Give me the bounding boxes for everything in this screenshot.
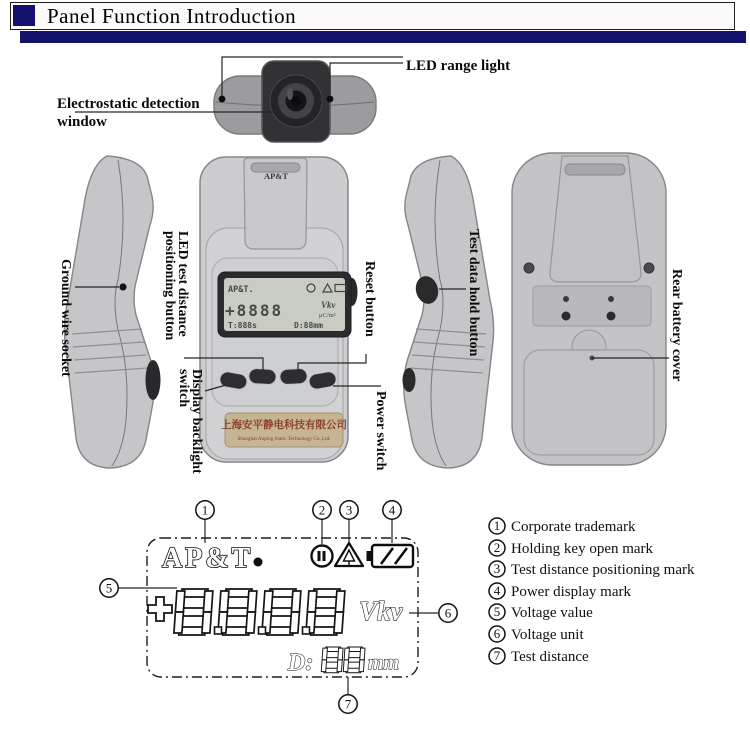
legend-item — [489, 583, 631, 600]
label-backlight-line2: switch — [176, 369, 191, 408]
front-view-device — [162, 157, 388, 474]
reset-button — [280, 368, 308, 384]
side-button-bump — [146, 360, 161, 400]
label-window-line1: Electrostatic detection — [57, 96, 200, 112]
back-clip-slot — [565, 164, 625, 175]
svg-text:Holding key open mark: Holding key open mark — [511, 541, 654, 557]
label-rear-battery-cover: Rear battery cover — [669, 269, 684, 382]
diagram-brand-logo: AP&T — [162, 543, 254, 574]
callout-5 — [100, 579, 118, 597]
label-ground-wire-socket: Ground wire socket — [58, 259, 73, 377]
svg-text:3: 3 — [493, 561, 501, 576]
svg-text:5: 5 — [493, 604, 501, 619]
brand-dot-icon — [254, 558, 263, 567]
svg-text:1: 1 — [201, 502, 209, 518]
plus-sign — [148, 597, 172, 621]
left-side-view-device — [58, 156, 161, 468]
svg-text:1: 1 — [493, 518, 501, 533]
svg-text:3: 3 — [345, 502, 353, 518]
svg-text:Test distance: Test distance — [511, 649, 589, 665]
label-test-data-hold: Test data hold button — [466, 229, 481, 357]
voltage-value-display — [148, 589, 345, 635]
rear-battery-cover — [524, 350, 654, 455]
legend-item — [489, 626, 584, 643]
svg-text:7: 7 — [493, 648, 501, 663]
label-power-switch: Power switch — [373, 391, 388, 471]
lcd-distance: D:88mm — [294, 321, 323, 330]
svg-text:2: 2 — [318, 502, 326, 518]
legend-item — [489, 648, 589, 665]
top-view-device — [57, 57, 510, 142]
callout-1 — [196, 501, 214, 519]
label-led-line1: LED test distance — [175, 231, 190, 337]
svg-text:Test distance positioning mark: Test distance positioning mark — [511, 562, 695, 578]
svg-text:Voltage unit: Voltage unit — [511, 627, 584, 643]
svg-text:7: 7 — [344, 696, 352, 712]
lcd-diagram — [100, 501, 457, 713]
led-range-light-left — [219, 96, 226, 103]
back-view-device — [512, 153, 684, 465]
svg-text:2: 2 — [493, 540, 501, 555]
svg-text:4: 4 — [388, 502, 396, 518]
svg-text:4: 4 — [493, 583, 501, 598]
power-display-icon — [367, 545, 414, 567]
label-backlight-line1: Display backlight — [189, 369, 204, 474]
svg-text:5: 5 — [105, 580, 113, 596]
side-nub — [403, 368, 416, 392]
clip-logo: AP&T — [263, 171, 289, 181]
svg-text:Power display mark: Power display mark — [511, 584, 631, 600]
distance-unit: mm — [368, 652, 400, 674]
voltage-unit: Vkv — [359, 596, 403, 626]
lcd-value: +8888 — [225, 301, 284, 320]
label-reset-button: Reset button — [362, 261, 377, 337]
lcd-unit-bottom: μC/m² — [319, 312, 336, 319]
callout-2 — [313, 501, 331, 519]
hold-key-icon — [312, 546, 333, 567]
svg-text:6: 6 — [444, 605, 452, 621]
lcd-brand: AP&T. — [228, 285, 254, 295]
label-led-line2: positioning button — [162, 231, 177, 341]
led-range-light-right — [327, 96, 334, 103]
svg-text:Voltage value: Voltage value — [511, 605, 593, 621]
legend-item — [489, 518, 636, 535]
nameplate-en: Shanghai Anping Static Technology Co.,Ltd. — [237, 436, 331, 442]
callout-6 — [439, 604, 457, 622]
label-led-range-light: LED range light — [406, 58, 511, 74]
screw-icon — [644, 263, 654, 273]
legend — [489, 518, 695, 665]
callout-4 — [383, 501, 401, 519]
lcd-unit-top: Vkv — [321, 300, 336, 310]
ground-wire-socket — [119, 283, 126, 290]
legend-item — [489, 540, 654, 557]
nameplate-cn: 上海安平静电科技有限公司 — [221, 420, 347, 431]
lcd-time: T:888s — [228, 321, 257, 330]
legend-item — [489, 604, 593, 621]
svg-text:6: 6 — [493, 626, 501, 641]
label-window-line2: window — [57, 114, 108, 130]
test-distance-positioning-icon — [335, 543, 363, 566]
callout-7 — [339, 695, 357, 713]
callout-3 — [340, 501, 358, 519]
right-side-view-device — [403, 156, 494, 468]
legend-item — [489, 561, 695, 578]
distance-prefix: D: — [288, 650, 314, 676]
svg-text:Corporate trademark: Corporate trademark — [511, 519, 636, 535]
page-title: Panel Function Introduction — [47, 4, 297, 28]
screw-icon — [524, 263, 534, 273]
test-distance-display — [287, 647, 399, 676]
back-plate — [533, 286, 651, 326]
